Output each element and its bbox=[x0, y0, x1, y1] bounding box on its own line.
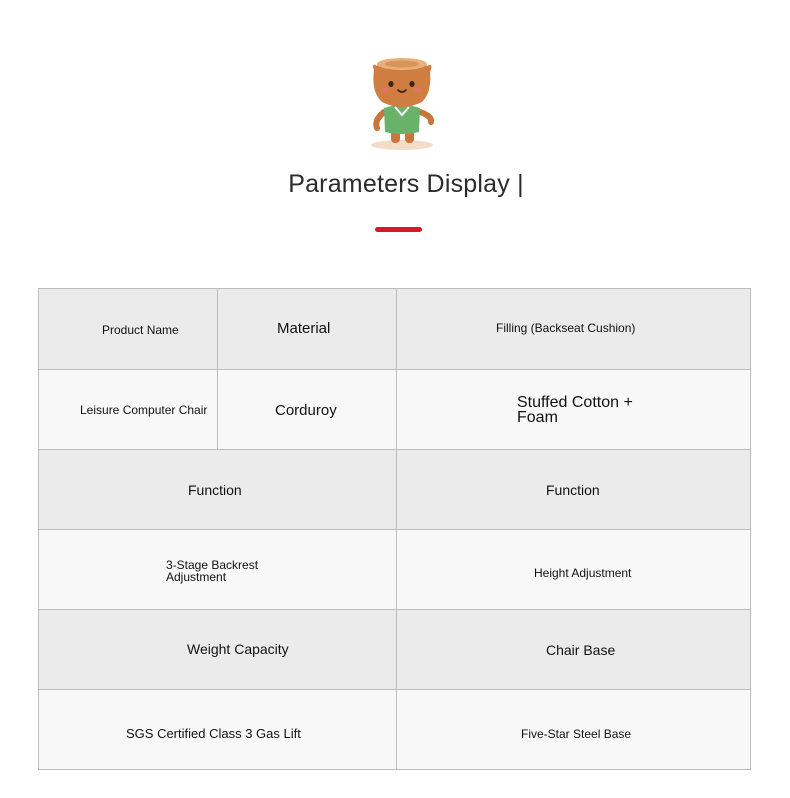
label-function: Function bbox=[546, 482, 600, 498]
table-cell bbox=[217, 289, 396, 369]
table-cell bbox=[396, 289, 752, 369]
table-row bbox=[39, 529, 750, 609]
label-product-name: Product Name bbox=[102, 323, 179, 337]
table-row bbox=[39, 289, 750, 369]
table-row bbox=[39, 689, 750, 769]
label-weight-capacity: Weight Capacity bbox=[187, 641, 289, 657]
value-backrest-adjustment: 3-Stage Backrest Adjustment bbox=[166, 558, 259, 584]
label-chair-base: Chair Base bbox=[546, 642, 616, 658]
table-cell bbox=[396, 690, 752, 769]
mascot-image bbox=[362, 52, 442, 152]
table-cell bbox=[396, 610, 752, 689]
table-cell bbox=[396, 370, 752, 449]
table-row bbox=[39, 369, 750, 449]
label-function: Function bbox=[188, 482, 242, 498]
value-material: Corduroy bbox=[275, 402, 337, 419]
value-chair-base: Five-Star Steel Base bbox=[521, 727, 632, 741]
table-cell bbox=[39, 289, 217, 369]
table-row bbox=[39, 609, 750, 689]
table-cell bbox=[396, 530, 752, 609]
label-filling: Filling (Backseat Cushion) bbox=[496, 321, 636, 335]
label-material: Material bbox=[277, 320, 331, 337]
table-cell bbox=[39, 530, 396, 609]
table-cell bbox=[396, 450, 752, 529]
title-underline bbox=[375, 227, 422, 232]
table-cell bbox=[39, 450, 396, 529]
value-filling: Stuffed Cotton + Foam bbox=[517, 394, 633, 426]
table-cell bbox=[39, 610, 396, 689]
page-title: Parameters Display | bbox=[288, 170, 524, 198]
value-product-name: Leisure Computer Chair bbox=[80, 403, 208, 417]
value-weight-capacity: SGS Certified Class 3 Gas Lift bbox=[126, 726, 301, 741]
table-row bbox=[39, 449, 750, 529]
table-cell bbox=[217, 370, 396, 449]
parameters-table bbox=[38, 288, 751, 770]
table-cell bbox=[39, 370, 217, 449]
value-height-adjustment: Height Adjustment bbox=[534, 566, 632, 580]
table-cell bbox=[39, 690, 396, 769]
